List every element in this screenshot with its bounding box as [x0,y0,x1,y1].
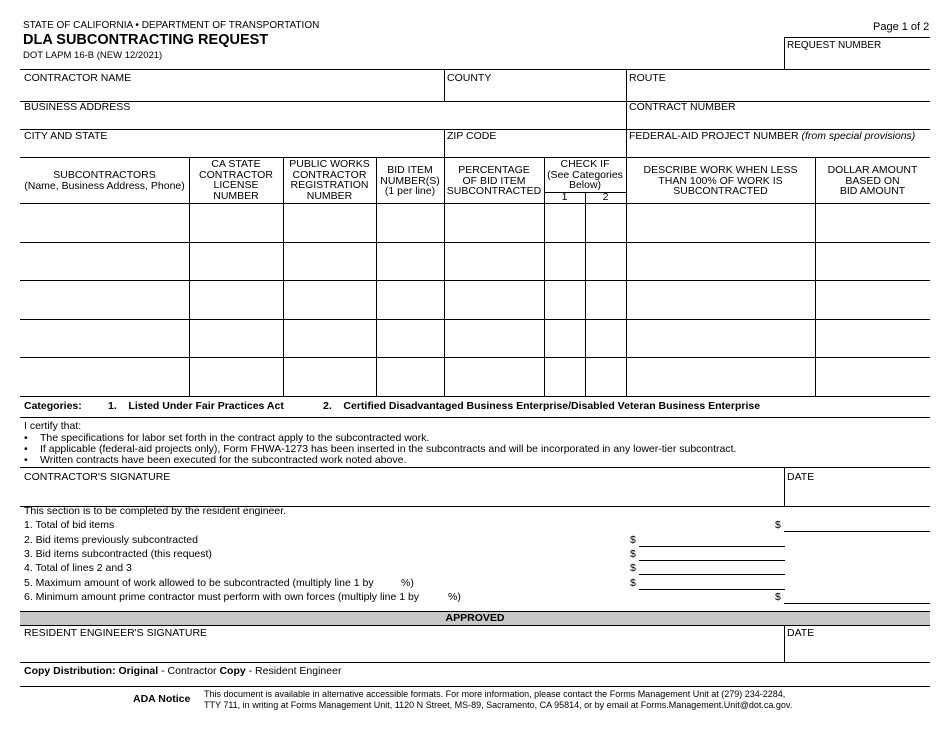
col-bid-item-header: BID ITEM NUMBER(S) (1 per line) [380,164,440,197]
line5-pct-suffix: %) [401,577,414,589]
copy-distribution: Copy Distribution: Original - Contractor Copy - Resident Engineer [24,665,342,677]
contract-number-field[interactable] [628,113,928,128]
bullet-icon: • [24,432,28,444]
line5-percent-field[interactable] [386,577,400,589]
agency-line: STATE OF CALIFORNIA • DEPARTMENT OF TRANSPORTATION [23,20,320,31]
route-field[interactable] [628,84,928,100]
city-state-label: CITY AND STATE [24,130,108,142]
city-state-field[interactable] [22,142,442,156]
engineer-line-2: 2. Bid items previously subcontracted [24,534,198,546]
table-row[interactable] [21,204,929,241]
line2-amount-field[interactable] [640,533,785,546]
approved-label: APPROVED [445,612,505,624]
line1-amount-field[interactable] [785,518,930,531]
ada-notice-label: ADA Notice [133,693,191,705]
business-address-field[interactable] [22,113,624,128]
contractor-signature-field[interactable] [22,484,782,505]
contractor-name-label: CONTRACTOR NAME [24,72,132,84]
table-row[interactable] [21,243,929,279]
engineer-signature-field[interactable] [22,640,782,661]
line6-percent-field[interactable] [433,591,447,603]
col-check-header: CHECK IF (See Categories Below) [547,158,623,191]
dollar-sign-6: $ [775,591,781,603]
route-label: ROUTE [629,72,666,84]
col-subcontractors-header: SUBCONTRACTORS (Name, Business Address, Phone) [24,169,185,192]
bullet-icon: • [24,443,28,455]
contractor-date-label: DATE [787,471,815,483]
form-title: DLA SUBCONTRACTING REQUEST [23,32,269,48]
col-dollar-header: DOLLAR AMOUNT BASED ON BID AMOUNT [827,164,918,197]
business-address-label: BUSINESS ADDRESS [24,101,131,113]
category-1: 1. Listed Under Fair Practices Act [108,400,284,412]
col-percentage-header: PERCENTAGE OF BID ITEM SUBCONTRACTED [446,164,542,197]
certify-item-3: Written contracts have been executed for the subcontracted work noted above. [40,454,407,466]
dollar-sign-5: $ [630,577,636,589]
zip-code-field[interactable] [446,142,624,156]
engineer-intro: This section is to be completed by the resident engineer. [24,505,287,517]
engineer-line-4: 4. Total of lines 2 and 3 [24,562,132,574]
check-sub-2: 2 [602,191,609,203]
table-row[interactable] [21,358,929,395]
county-field[interactable] [446,84,624,100]
table-row[interactable] [21,320,929,356]
line5-amount-field[interactable] [640,576,785,589]
certify-intro: I certify that: [24,420,82,432]
line3-amount-field[interactable] [640,547,785,560]
engineer-date-label: DATE [787,627,815,639]
col-license-header: CA STATE CONTRACTOR LICENSE NUMBER [199,158,273,202]
line4-amount-field[interactable] [640,561,785,574]
engineer-signature-label: RESIDENT ENGINEER'S SIGNATURE [24,627,208,639]
request-number-field[interactable] [786,52,928,68]
ada-line-2: TTY 711, in writing at Forms Management Unit, 1120 N Street, MS-89, Sacramento, CA 95814, or by email at Forms.Management.Unit@dot.ca.gov. [204,700,793,710]
contractor-signature-label: CONTRACTOR'S SIGNATURE [24,471,171,483]
table-row[interactable] [21,281,929,318]
page-number: Page 1 of 2 [873,21,930,33]
check-sub-1: 1 [561,191,568,203]
engineer-line-1: 1. Total of bid items [24,519,115,531]
form-id: DOT LAPM 16-B (NEW 12/2021) [23,50,163,61]
dollar-sign-2: $ [630,534,636,546]
dollar-sign-1: $ [775,519,781,531]
federal-aid-field[interactable] [628,142,928,156]
county-label: COUNTY [447,72,492,84]
engineer-line-6: 6. Minimum amount prime contractor must perform with own forces (multiply line 1 by [24,591,420,603]
engineer-date-field[interactable] [786,640,928,661]
bullet-icon: • [24,454,28,466]
certify-item-2: If applicable (federal-aid projects only), Form FHWA-1273 has been inserted in the subcontracts and will be incorporated in any lower-tier subcontract. [40,443,737,455]
zip-code-label: ZIP CODE [447,130,497,142]
dollar-sign-3: $ [630,548,636,560]
category-2: 2. Certified Disadvantaged Business Enterprise/Disabled Veteran Business Enterprise [323,400,761,412]
col-public-works-header: PUBLIC WORKS CONTRACTOR REGISTRATION NUMBER [289,158,370,202]
col-describe-header: DESCRIBE WORK WHEN LESS THAN 100% OF WORK IS SUBCONTRACTED [643,164,798,197]
engineer-line-5: 5. Maximum amount of work allowed to be subcontracted (multiply line 1 by [24,577,374,589]
contractor-date-field[interactable] [786,484,928,505]
contractor-name-field[interactable] [22,84,442,100]
engineer-line-3: 3. Bid items subcontracted (this request) [24,548,212,560]
federal-aid-label: FEDERAL-AID PROJECT NUMBER (from special provisions) [629,130,916,142]
line6-pct-suffix: %) [448,591,461,603]
ada-line-1: This document is available in alternative accessible formats. For more information, please contact the Forms Management Unit at (279) 234-2284, [204,689,786,699]
certify-item-1: The specifications for labor set forth in the contract apply to the subcontracted work. [40,432,430,444]
line6-amount-field[interactable] [785,590,930,603]
dollar-sign-4: $ [630,562,636,574]
contract-number-label: CONTRACT NUMBER [629,101,736,113]
request-number-label: REQUEST NUMBER [787,40,882,51]
categories-label: Categories: [24,400,82,412]
